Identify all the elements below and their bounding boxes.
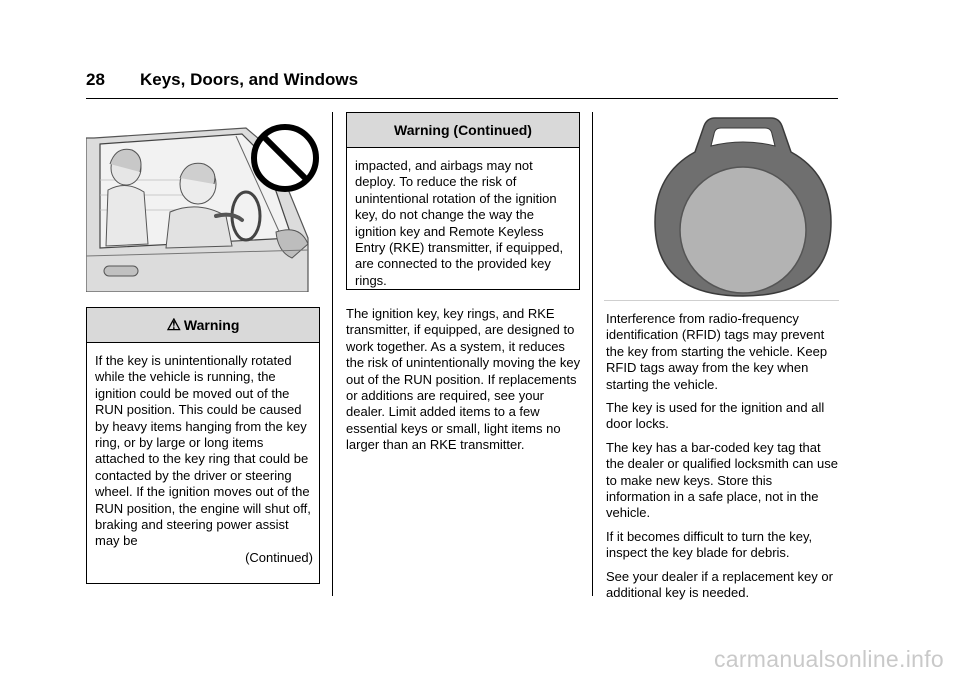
children-in-car-illustration — [86, 120, 320, 292]
warning-continued-label: (Continued) — [245, 549, 313, 565]
page-header — [86, 70, 838, 96]
column-divider-right — [592, 112, 593, 596]
header-rule — [86, 98, 838, 99]
page-number: 28 — [86, 70, 105, 89]
key-usage-paragraph: The key is used for the ignition and all door locks. — [606, 400, 825, 432]
section-title: Keys, Doors, and Windows — [140, 70, 359, 89]
warning-continued-body: impacted, and airbags may not deploy. To reduce the risk of unintentional rotation of the ignition key, do not change the way the ignition key and Remote Keyless Entry (RKE) transmitter, if equipped, are connected to the provided key rings. — [355, 158, 564, 288]
warning-header — [87, 308, 319, 343]
rfid-paragraph: Interference from radio-frequency identification (RFID) tags may prevent the key from starting the vehicle. Keep RFID tags away from the key when starting the vehicle. — [606, 311, 828, 392]
key-ring-paragraph — [346, 306, 582, 461]
warning-box — [86, 307, 320, 584]
warning-title: Warning — [183, 317, 240, 333]
warning-continued-header: Warning (Continued) — [347, 113, 579, 148]
prohibition-icon — [254, 127, 316, 189]
key-tag-paragraph: The key has a bar-coded key tag that the dealer or qualified locksmith can use to make new keys. Store this information in a safe place, not in the vehicle. — [606, 439, 838, 521]
column-divider-left — [332, 112, 333, 596]
right-column-text — [606, 311, 840, 609]
key-ring-text: The ignition key, key rings, and RKE transmitter, if equipped, are designed to work together. As a system, it reduces the risk of unintentionally moving the key out of the RUN position. If replacements or additions are required, see your dealer. Limit added items to a few essential keys or small, light items no larger than an RKE transmitter. — [346, 306, 581, 453]
key-difficulty-paragraph: If it becomes difficult to turn the key, inspect the key blade for debris. — [606, 528, 813, 561]
warning-body: If the key is unintentionally rotated while the vehicle is running, the ignition could be moved out of the RUN position. This could be caused by heavy items hanging from the key ring, or by large or long items attached to the key ring that could be contacted by the driver or steering wheel. If the ignition moves out of the RUN position, the engine will shut off, braking and steering power assist may be — [95, 353, 311, 549]
warning-continued-box — [346, 112, 580, 290]
warning-triangle-icon: ⚠ — [166, 317, 181, 334]
figure-rule — [604, 300, 839, 301]
replacement-key-paragraph: See your dealer if a replacement key or additional key is needed. — [606, 568, 833, 601]
watermark: carmanualsonline.info — [713, 646, 944, 672]
key-fob-icon — [645, 114, 841, 300]
